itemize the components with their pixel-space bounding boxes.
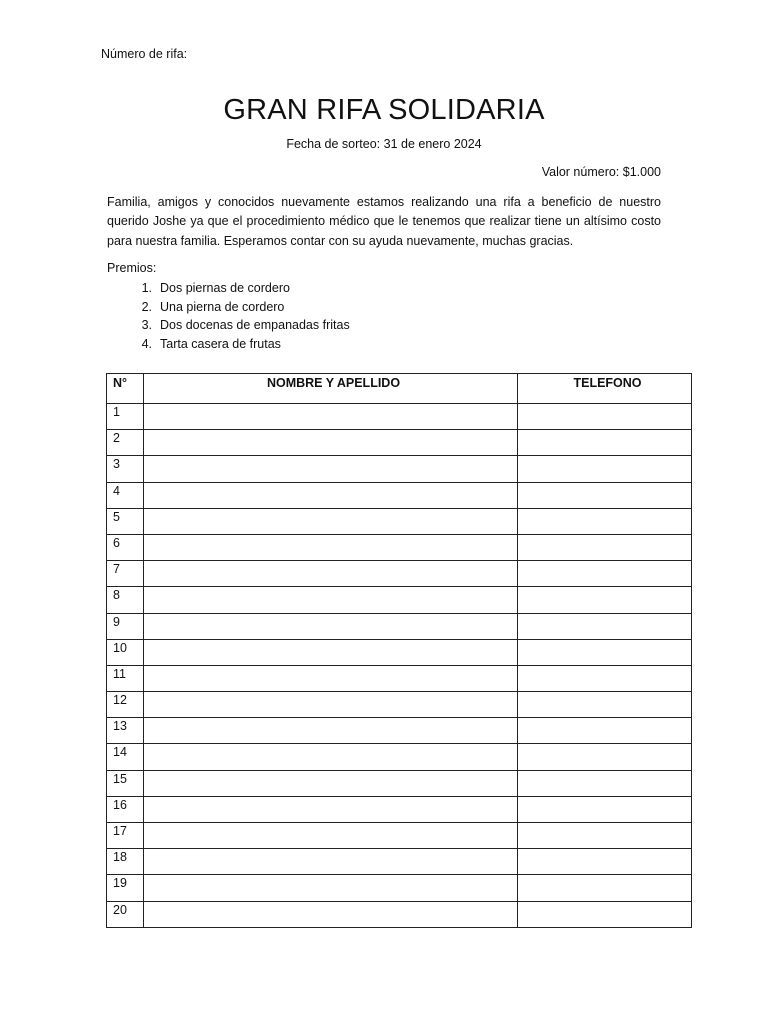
- name-cell[interactable]: [144, 613, 518, 639]
- prize-item: [107, 298, 350, 317]
- prizes-label: Premios:: [107, 261, 157, 275]
- name-cell[interactable]: [144, 482, 518, 508]
- phone-cell[interactable]: [518, 692, 692, 718]
- phone-cell[interactable]: [518, 587, 692, 613]
- table-row: [107, 823, 692, 849]
- row-number: 15: [107, 770, 144, 796]
- phone-cell[interactable]: [518, 613, 692, 639]
- row-number: 17: [107, 823, 144, 849]
- name-cell[interactable]: [144, 430, 518, 456]
- name-cell[interactable]: [144, 508, 518, 534]
- phone-cell[interactable]: [518, 770, 692, 796]
- name-cell[interactable]: [144, 456, 518, 482]
- name-cell[interactable]: [144, 718, 518, 744]
- raffle-number-label: Número de rifa:: [101, 47, 188, 61]
- column-header-number: N°: [107, 374, 144, 404]
- name-cell[interactable]: [144, 744, 518, 770]
- table-row: [107, 508, 692, 534]
- phone-cell[interactable]: [518, 796, 692, 822]
- table-row: [107, 718, 692, 744]
- phone-cell[interactable]: [518, 823, 692, 849]
- name-cell[interactable]: [144, 534, 518, 560]
- prize-number: 3.: [141, 318, 152, 333]
- row-number: 1: [107, 404, 144, 430]
- table-row: [107, 587, 692, 613]
- intro-paragraph: Familia, amigos y conocidos nuevamente estamos realizando una rifa a beneficio de nuestro querido Joshe ya que el procedimiento médico que le tenemos que realizar tiene un altísimo costo para nuestra familia. Esperamos contar con su ayuda nuevamente, muchas gracias.: [107, 195, 661, 248]
- table-row: [107, 456, 692, 482]
- table-row: [107, 404, 692, 430]
- row-number: 5: [107, 508, 144, 534]
- table-row: [107, 561, 692, 587]
- phone-cell[interactable]: [518, 404, 692, 430]
- prize-number: 4.: [141, 337, 152, 352]
- name-cell[interactable]: [144, 849, 518, 875]
- draw-date: Fecha de sorteo: 31 de enero 2024: [286, 137, 482, 151]
- table-row: [107, 901, 692, 927]
- phone-cell[interactable]: [518, 665, 692, 691]
- row-number: 18: [107, 849, 144, 875]
- row-number: 4: [107, 482, 144, 508]
- table-row: [107, 430, 692, 456]
- phone-cell[interactable]: [518, 430, 692, 456]
- row-number: 20: [107, 901, 144, 927]
- prize-text: Tarta casera de frutas: [160, 337, 281, 352]
- table-row: [107, 613, 692, 639]
- table-row: [107, 796, 692, 822]
- prize-item: [107, 316, 350, 335]
- entries-table: [106, 373, 692, 928]
- phone-cell[interactable]: [518, 482, 692, 508]
- table-row: [107, 665, 692, 691]
- prizes-list: [107, 279, 350, 354]
- phone-cell[interactable]: [518, 718, 692, 744]
- name-cell[interactable]: [144, 692, 518, 718]
- prize-number: 1.: [141, 281, 152, 295]
- phone-cell[interactable]: [518, 875, 692, 901]
- phone-cell[interactable]: [518, 534, 692, 560]
- row-number: 3: [107, 456, 144, 482]
- row-number: 12: [107, 692, 144, 718]
- phone-cell[interactable]: [518, 456, 692, 482]
- prize-text: Una pierna de cordero: [160, 299, 285, 314]
- name-cell[interactable]: [144, 665, 518, 691]
- table-body: [107, 404, 692, 928]
- phone-cell[interactable]: [518, 561, 692, 587]
- column-header-name: NOMBRE Y APELLIDO: [144, 374, 518, 404]
- row-number: 10: [107, 639, 144, 665]
- table-row: [107, 875, 692, 901]
- prize-number: 2.: [141, 299, 152, 314]
- row-number: 19: [107, 875, 144, 901]
- table-row: [107, 482, 692, 508]
- table-row: [107, 639, 692, 665]
- ticket-price: Valor número: $1.000: [541, 165, 661, 179]
- page-title: GRAN RIFA SOLIDARIA: [223, 94, 545, 126]
- phone-cell[interactable]: [518, 901, 692, 927]
- prize-item: [107, 335, 350, 354]
- prize-item: [107, 279, 350, 298]
- row-number: 9: [107, 613, 144, 639]
- name-cell[interactable]: [144, 823, 518, 849]
- name-cell[interactable]: [144, 901, 518, 927]
- column-header-phone: TELEFONO: [518, 374, 692, 404]
- prize-text: Dos docenas de empanadas fritas: [160, 318, 350, 333]
- phone-cell[interactable]: [518, 849, 692, 875]
- name-cell[interactable]: [144, 404, 518, 430]
- name-cell[interactable]: [144, 587, 518, 613]
- table-row: [107, 692, 692, 718]
- table-header-row: [107, 374, 692, 404]
- prize-text: Dos piernas de cordero: [160, 281, 290, 295]
- name-cell[interactable]: [144, 770, 518, 796]
- table-row: [107, 849, 692, 875]
- name-cell[interactable]: [144, 875, 518, 901]
- row-number: 8: [107, 587, 144, 613]
- row-number: 2: [107, 430, 144, 456]
- row-number: 7: [107, 561, 144, 587]
- name-cell[interactable]: [144, 639, 518, 665]
- name-cell[interactable]: [144, 561, 518, 587]
- row-number: 6: [107, 534, 144, 560]
- phone-cell[interactable]: [518, 744, 692, 770]
- row-number: 16: [107, 796, 144, 822]
- phone-cell[interactable]: [518, 508, 692, 534]
- phone-cell[interactable]: [518, 639, 692, 665]
- table-row: [107, 770, 692, 796]
- name-cell[interactable]: [144, 796, 518, 822]
- table-row: [107, 744, 692, 770]
- table-row: [107, 534, 692, 560]
- row-number: 14: [107, 744, 144, 770]
- row-number: 13: [107, 718, 144, 744]
- row-number: 11: [107, 665, 144, 691]
